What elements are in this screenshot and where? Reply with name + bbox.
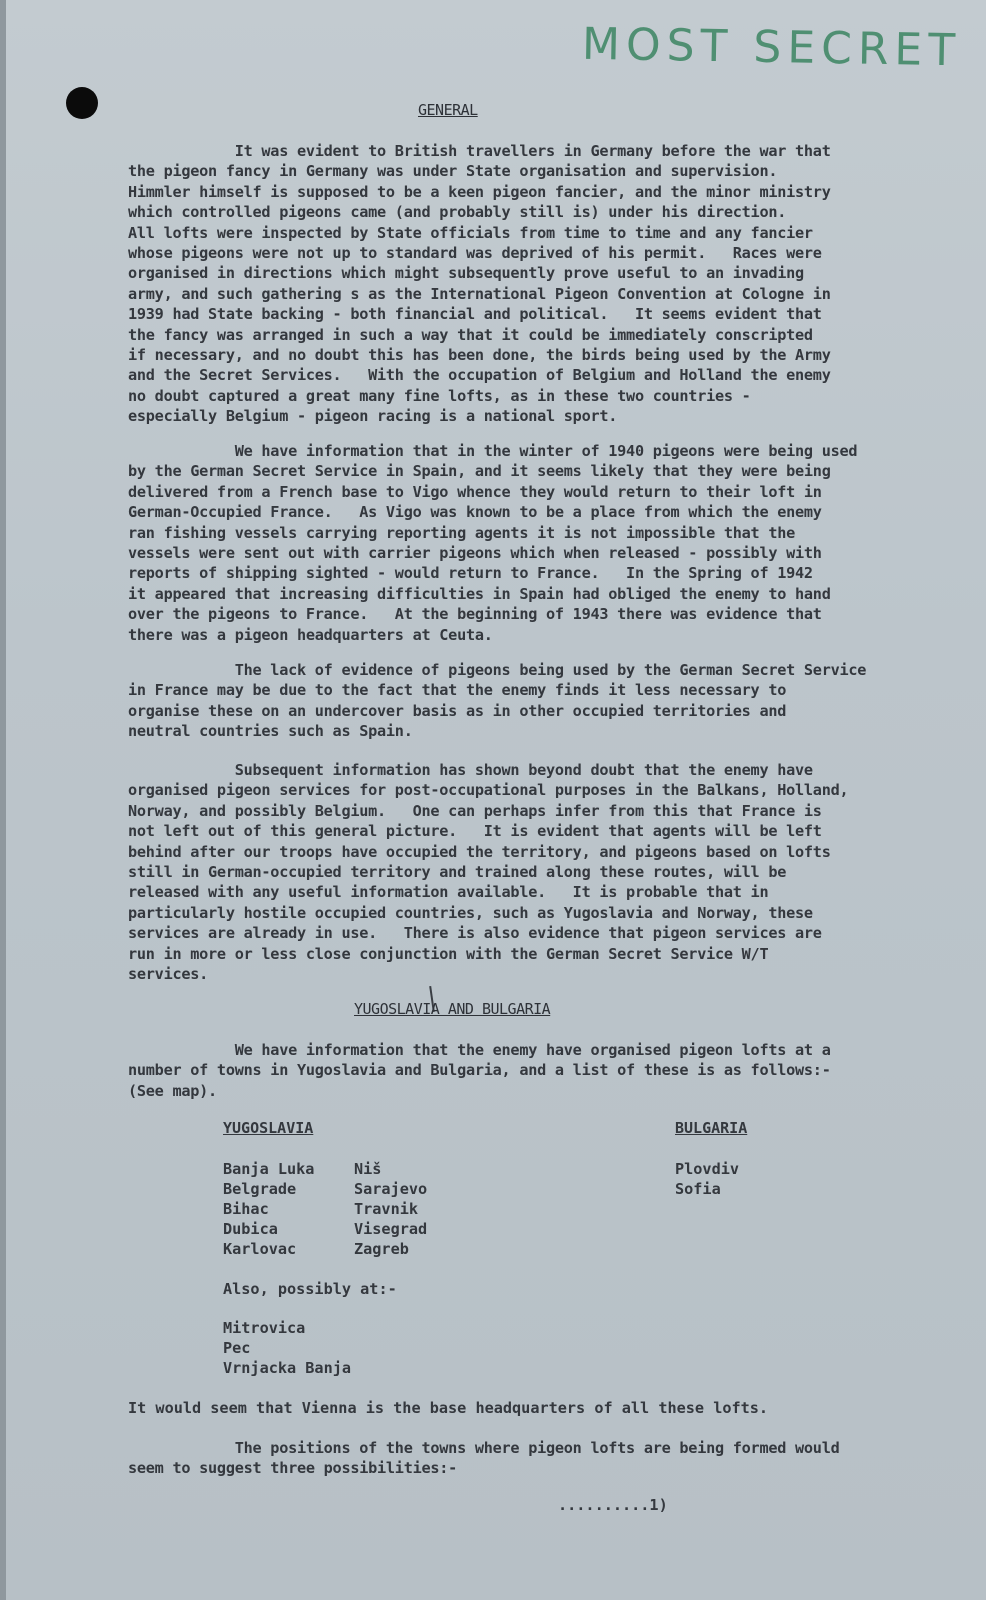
page-edge-shadow bbox=[0, 0, 6, 1600]
paragraph-post-occupational: Subsequent information has shown beyond doubt that the enemy have organised pigeon services for post-occupational purposes in the Balkans, Holland, Norway, and possibly Belgium. One can perhaps infer from this that France is not left out of this general picture. It is evident that agents will be left behind after our troops have occupied the territory, and pigeons based on lofts still in German-occupied territory and trained along these routes, will be released with any useful information available. It is probable that in particularly hostile occupied countries, such as Yugoslavia and Norway, these services are already in use. There is also evidence that pigeon services are run in more or less close conjunction with the German Secret Service W/T services. bbox=[128, 761, 849, 984]
heading-yugoslavia-bulgaria: YUGOSLAVIA AND BULGARIA bbox=[354, 1000, 551, 1018]
yugoslavia-town: Visegrad bbox=[354, 1220, 428, 1238]
continuation-marker: ..........1) bbox=[558, 1496, 668, 1514]
paragraph-spain: We have information that in the winter of 1940 pigeons were being used by the German Secret Service in Spain, and it seems likely that they were being delivered from a French base to Vigo whence they would return to their loft in German-Occupied France. As Vigo was known to be a place from which the enemy ran fishing vessels carrying reporting agents it is not impossible that the vessels were sent out with carrier pigeons which when released - possibly with reports of shipping sighted - would return to France. In the Spring of 1942 it appeared that increasing difficulties in Spain had obliged the enemy to hand over the pigeons to France. At the beginning of 1943 there was evidence that there was a pigeon headquarters at Ceuta. bbox=[128, 442, 858, 644]
also-possibly-label: Also, possibly at:- bbox=[223, 1280, 397, 1298]
yugoslavia-heading: YUGOSLAVIA bbox=[223, 1119, 314, 1137]
punch-hole bbox=[66, 87, 98, 119]
yugoslavia-town: Karlovac bbox=[223, 1240, 297, 1258]
possible-town: Pec bbox=[223, 1339, 251, 1357]
yugoslavia-town: Dubica bbox=[223, 1220, 278, 1238]
bulgaria-town: Sofia bbox=[675, 1180, 721, 1198]
yugoslavia-town: Belgrade bbox=[223, 1180, 297, 1198]
yugoslavia-town: Sarajevo bbox=[354, 1180, 428, 1198]
paragraph-lofts-list-intro: We have information that the enemy have organised pigeon lofts at a number of towns in Yugoslavia and Bulgaria, and a list of these is as follows:- (See map). bbox=[128, 1041, 831, 1100]
yugoslavia-town: Zagreb bbox=[354, 1240, 409, 1258]
bulgaria-heading: BULGARIA bbox=[675, 1119, 748, 1137]
yugoslavia-town: Travnik bbox=[354, 1200, 419, 1218]
yugoslavia-town: Banja Luka bbox=[223, 1160, 315, 1178]
vienna-headquarters-line: It would seem that Vienna is the base headquarters of all these lofts. bbox=[128, 1399, 769, 1417]
yugoslavia-town: Bihac bbox=[223, 1200, 269, 1218]
paragraph-pigeon-fancy: It was evident to British travellers in Germany before the war that the pigeon fancy in Germany was under State organisation and supervision. Himmler himself is supposed to be a keen pigeon fancier, and the minor ministry which controlled pigeons came (and probably still is) under his direction. All lofts were inspected by State officials from time to time and any fancier whose pigeons were not up to standard was deprived of his permit. Races were organised in directions which might subsequently prove useful to an invading army, and such gathering s as the International Pigeon Convention at Cologne in 1939 had State backing - both financial and political. It seems evident that the fancy was arranged in such a way that it could be immediately conscripted if necessary, and no doubt this has been done, the birds being used by the Army and the Secret Services. With the occupation of Belgium and Holland the enemy no doubt captured a great many fine lofts, as in these two countries - especially Belgium - pigeon racing is a national sport. bbox=[128, 142, 831, 426]
heading-general: GENERAL bbox=[418, 101, 478, 119]
classification-stamp: MOST SECRET bbox=[581, 18, 962, 77]
bulgaria-town: Plovdiv bbox=[675, 1160, 740, 1178]
paragraph-three-possibilities: The positions of the towns where pigeon lofts are being formed would seem to suggest three possibilities:- bbox=[128, 1439, 840, 1478]
possible-town: Vrnjacka Banja bbox=[223, 1359, 352, 1377]
paragraph-france: The lack of evidence of pigeons being used by the German Secret Service in France may be due to the fact that the enemy finds it less necessary to organise these on an undercover basis as in other occupied territories and neutral countries such as Spain. bbox=[128, 661, 867, 741]
possible-town: Mitrovica bbox=[223, 1319, 306, 1337]
yugoslavia-town: Niš bbox=[354, 1160, 382, 1178]
